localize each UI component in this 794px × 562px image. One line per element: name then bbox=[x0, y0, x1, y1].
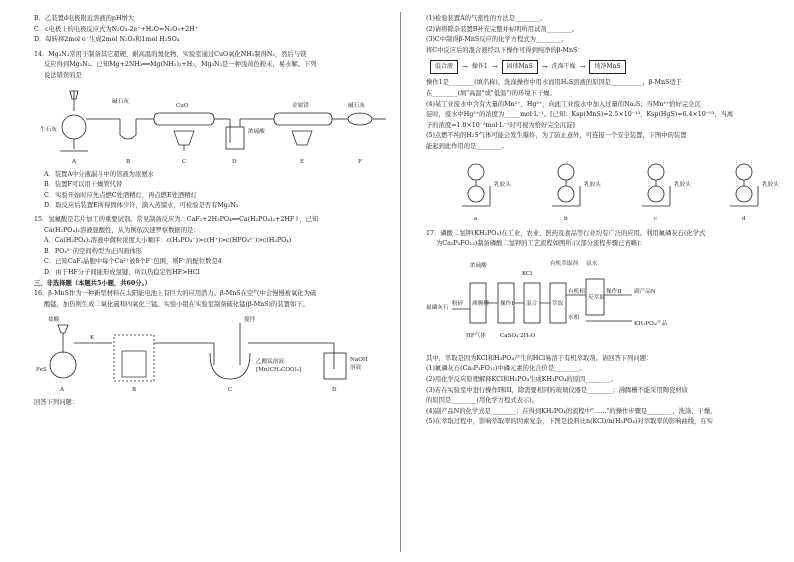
label-hcl: 盐酸 bbox=[48, 317, 60, 324]
flow2-ammonia: 氨水 bbox=[586, 260, 598, 267]
label-16-B: B bbox=[132, 387, 137, 394]
rubber-d: 乳胶头 bbox=[762, 181, 779, 188]
label-stir: 搅拌 bbox=[244, 317, 256, 324]
q16-sub-4b: 淀时，废水中Hg²⁺的浓度为_____mol·L⁻¹。[已知：Ksp(MnS)=2.5×10⁻¹³，Ksp(HgS)=6.4×10⁻⁵³，当离 bbox=[426, 111, 734, 119]
flow2-tank: 沸腾槽 bbox=[472, 300, 489, 307]
device-a bbox=[462, 164, 511, 222]
label-sodalime-1: 碱石灰 bbox=[112, 98, 129, 105]
option-c: c bbox=[654, 215, 658, 222]
label-cuo: CuO bbox=[176, 102, 189, 109]
flow2-h2so4: 浓硫酸 bbox=[470, 262, 487, 269]
q16-sub-2: (2)请将除杂装置B补充完整并标明所用试剂________。 bbox=[426, 25, 579, 33]
q15-option-d: D．由于HF分子间能形成氢键，所以热稳定性HF>HCl bbox=[44, 268, 200, 276]
label-sodalime-2: 碱石灰 bbox=[348, 102, 365, 109]
q15-stem-1: 15．氢氟酸是芯片加工的重要试剂。常见制备反应为：CaF₂+2H₃PO₄══Ca(H₂PO₄)₂+2HF↑，已知 bbox=[34, 215, 319, 223]
q17-sub-1: (1)氟磷灰石(Ca₅P₃FO₁₂)中磷元素的化合价是________。 bbox=[426, 365, 586, 373]
flow2-kcl: KCl bbox=[522, 270, 533, 277]
flow-wash: 洗涤干燥 bbox=[551, 63, 576, 71]
option-a: a bbox=[474, 215, 478, 222]
label-B: B bbox=[126, 158, 131, 165]
q16-answer-prompt: 回答下列问题： bbox=[34, 399, 79, 407]
flow-solid: 固体MnS bbox=[502, 60, 538, 74]
safety-device-figure bbox=[426, 156, 794, 226]
q17-stem-2: 为Ca₅P₃FO₁₂)制备磷酸二氢钾的工艺流程如图所示(部分流程步骤已省略)： bbox=[436, 240, 646, 248]
flow2-op2: 操作II bbox=[606, 288, 622, 295]
label-C: C bbox=[182, 158, 187, 165]
q13-option-d: D．每转移2mol e⁻生成2mol N₂O₅和1mol H₂SO₄ bbox=[34, 36, 180, 44]
label-h2so4: 浓硫酸 bbox=[248, 128, 265, 135]
q14-option-d: D．取反应后装置E所得固体少许，滴入蒸馏水，可检验是否有Mg₃N₂ bbox=[44, 202, 239, 210]
flow-pure: 纯净MnS bbox=[589, 60, 625, 74]
q15-option-a: A．Ca(H₂PO₄)₂溶液中微粒浓度大小顺序：c(H₂PO₄⁻)>c(H⁺)>c(HPO₄²⁻)>c(H₃PO₄) bbox=[44, 237, 292, 245]
option-d: d bbox=[742, 215, 746, 222]
device-b bbox=[552, 164, 601, 222]
flow2-extract: 萃取 bbox=[552, 300, 564, 307]
section-3-heading: 三、非选择题（本题共5小题，共60分。） bbox=[34, 279, 152, 287]
label-16-A: A bbox=[60, 387, 65, 394]
label-quicklime: 生石灰 bbox=[40, 126, 57, 133]
rubber-c: 乳胶头 bbox=[674, 181, 691, 188]
flow-op1: 操作1 bbox=[471, 63, 488, 71]
q16-stem-1: 16．β-MnS作为一种新型材料在太阳能电池上有巨大的应用潜力。β-MnS在空气中会慢慢被氧化为硫 bbox=[34, 290, 317, 298]
flow2-gypsum: CaSO₄·2H₂O bbox=[500, 332, 536, 339]
q17-sub-3: (3)若在实验室中进行操作I和II，除需要相同的玻璃仪器是________；沸腾槽不能采用陶瓷材质 bbox=[426, 386, 688, 394]
q17-sub-2: (2)用化学反应原理解释KCl和H₃PO₄生成KH₂PO₄的原因________。 bbox=[426, 375, 617, 383]
q16-sub-3d: 在________(填"高温"或"低温")的环境下干燥。 bbox=[426, 89, 556, 97]
q16-sub-4: (4)某工业废水中含有大量的Mn²⁺、Hg²⁺，向此工业废水中加入过量的Na₂S；当Mn²⁺恰好完全沉 bbox=[426, 100, 701, 108]
q14-option-c: C．实验开始时应先点燃C处酒精灯，再点燃E处酒精灯 bbox=[44, 191, 197, 199]
device-d bbox=[730, 164, 779, 222]
flow2-extractant: 有机萃取剂 bbox=[550, 260, 578, 267]
label-D: D bbox=[232, 158, 237, 165]
q16-sub-5b: 能起到此作用的是________。 bbox=[426, 142, 508, 150]
q14-stem-2: 反应得到Mg₃N₂。已知Mg+2NH₃══Mg(NH₂)₂+H₂，Mg₃N₂是一种浅黄色粉末，易水解。下列 bbox=[44, 61, 317, 69]
q16-sub-5: (5)点燃不纯的H₂S气体可能会发生爆炸，为了防止意外，可连接一个安全装置，下图中的装置 bbox=[426, 132, 687, 140]
right-column bbox=[426, 14, 794, 428]
flow2-organic: 有机相 bbox=[568, 288, 585, 295]
label-16-C: C bbox=[228, 387, 233, 394]
label-solution: 溶液 bbox=[350, 365, 362, 372]
flow2-byproduct: 副产品N bbox=[634, 288, 656, 295]
q16-sub-3b: 将C中反应后的混合液经以下操作可得到纯净的β-MnS： bbox=[426, 46, 584, 54]
mns-flow-diagram: 混合液 → 操作1 → 固体MnS → 洗涤干燥 → 纯净MnS bbox=[430, 60, 794, 74]
q17-sub-5: (5)在萃取过程中，影响萃取率的因素复杂，下图是投料比n(KCl)/n(H₃PO₄)对萃取率的影响曲线，在实 bbox=[426, 418, 713, 426]
flow2-back-extract: 反萃取 bbox=[588, 294, 605, 301]
q17-stem-1: 17．磷酸二氢钾(KH₂PO₄)在工业、农业、医药及食品等行业均有广泛的应用。利用氟磷灰石(化学式 bbox=[426, 229, 706, 237]
q15-option-c: C．已知CaF₂晶胞中每个Ca²⁺被8个F⁻包围，则F⁻的配位数是4 bbox=[44, 258, 222, 266]
q14-stem-1: 14．Mg₃N₂常用于制备其它超硬、耐高温的氮化物，实验室通过CuO氧化NH₃制得N₂，然后与镁 bbox=[34, 50, 307, 58]
q14-option-b: B．装置F可以用干燥管代替 bbox=[44, 181, 123, 189]
device-c bbox=[642, 164, 691, 222]
rubber-b: 乳胶头 bbox=[584, 181, 601, 188]
flow2-product: KH₂PO₄产品 bbox=[634, 320, 668, 327]
q14-apparatus-figure bbox=[34, 85, 406, 167]
flow2-aqueous: 水相 bbox=[568, 314, 580, 321]
q15-option-b: B．PO₄³⁻的空间构型为正四面体形 bbox=[44, 247, 142, 255]
flow2-hf: HF气体 bbox=[466, 332, 486, 339]
label-A: A bbox=[72, 158, 77, 165]
label-valve-k: K bbox=[90, 335, 95, 342]
rubber-a: 乳胶头 bbox=[494, 181, 511, 188]
q16-apparatus-figure bbox=[34, 313, 406, 395]
q13-option-b: B．乙装置d电极附近溶液的pH增大 bbox=[34, 15, 135, 22]
q16-stem-2: 酸锰，加热则生成二氧化硫和四氧化三锰。实验小组在实验室制备硫化锰(β-MnS)的装置如下。 bbox=[44, 300, 309, 308]
label-E: E bbox=[300, 158, 305, 165]
q13-option-c: C．c电极上的电极反应式为N₂O₄-2e⁻+H₂O=N₂O₅+2H⁺ bbox=[34, 25, 199, 33]
q17-sub-4: (4)副产品N的化学式是________；在得到KH₂PO₄的流程中"……"的操作步骤是________，洗涤、干燥。 bbox=[426, 407, 717, 415]
flow2-mix: 混合 bbox=[526, 300, 538, 307]
q14-option-a: A．装置A中分液漏斗中的溶液为浓氨水 bbox=[44, 170, 154, 178]
q15-stem-2: Ca(H₂PO₄)₂溶液显酸性，从为例依次速罗察数据的是： bbox=[44, 226, 200, 234]
q16-sub-1: (1)检验装置A的气密性的方法是________。 bbox=[426, 15, 547, 22]
option-b: b bbox=[564, 215, 568, 222]
flow2-op1: 操作I bbox=[500, 300, 514, 307]
column-divider bbox=[400, 12, 401, 552]
label-naoh: NaOH bbox=[350, 357, 368, 364]
flow2-fluorapatite: 氟磷灰石 bbox=[426, 304, 449, 311]
label-mn-acetate: 乙酸锰溶液 bbox=[256, 359, 284, 366]
kh2po4-process-flow bbox=[426, 253, 794, 351]
flow-mixture: 混合液 bbox=[430, 60, 458, 74]
flow2-grind: 粉碎 bbox=[452, 300, 464, 307]
q16-sub-3c: 操作1是________(填名称)，洗涤操作中用水而用H₂S溶液的原因是__________，β-MnS适于 bbox=[426, 79, 682, 87]
label-16-D: D bbox=[332, 387, 337, 394]
label-magnesium: 金属镁 bbox=[292, 102, 309, 109]
q14-stem-3: 说法错误的是 bbox=[44, 71, 82, 79]
left-column bbox=[34, 14, 406, 409]
label-fes: FeS bbox=[36, 367, 47, 374]
q16-sub-4c: 子的浓度=1.0×10⁻⁵mol·L⁻¹时可视为恰好完全沉淀] bbox=[426, 121, 575, 129]
q17-note: 其中，萃取是因为KCl和H₃PO₄产生的HCl易溶于有机萃取剂。请回答下列问题： bbox=[426, 354, 653, 362]
q16-sub-3: (3)C中制得β-MnS反应的化学方程式为________。 bbox=[426, 36, 568, 44]
label-mn-formula: [Mn(CH₃COO)₂] bbox=[256, 367, 302, 374]
q17-sub-3b: 的原因是________(用化学方程式表示)。 bbox=[426, 397, 538, 405]
label-F: F bbox=[358, 158, 362, 165]
